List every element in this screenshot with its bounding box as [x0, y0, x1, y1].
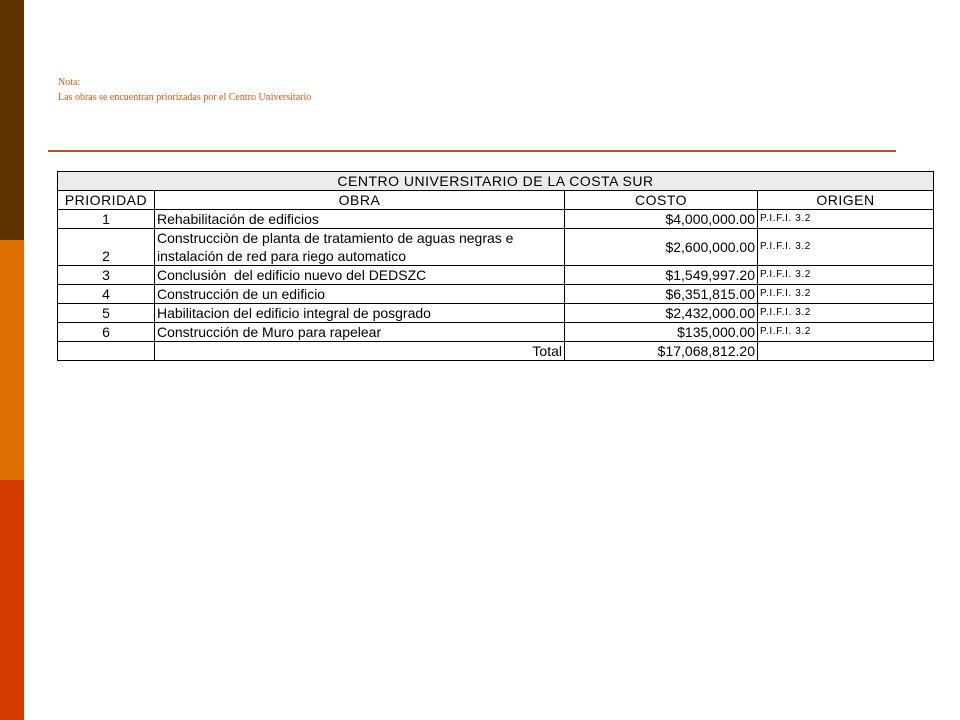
cell-priority: 5 [58, 304, 155, 323]
table-row [58, 266, 934, 285]
side-accent-bar [0, 0, 24, 720]
header-cost: COSTO [565, 191, 758, 210]
note-heading: Nota: [58, 77, 81, 88]
total-label: Total [155, 342, 565, 361]
cell-origin: P.I.F.I. 3.2 [758, 304, 934, 323]
table-header-row [58, 191, 934, 210]
cell-work: Construcciòn de planta de tratamiento de aguas negras e instalación de red para riego automatico [155, 229, 565, 266]
table-row [58, 210, 934, 229]
cell-cost: $1,549,997.20 [565, 266, 758, 285]
total-empty-cell [58, 342, 155, 361]
cell-origin: P.I.F.I. 3.2 [758, 266, 934, 285]
cell-priority: 2 [58, 229, 155, 266]
cell-cost: $4,000,000.00 [565, 210, 758, 229]
table-title-row [58, 172, 934, 191]
cell-work: Construcción de Muro para rapelear [155, 323, 565, 342]
header-origin: ORIGEN [758, 191, 934, 210]
cell-work: Habilitacion del edificio integral de posgrado [155, 304, 565, 323]
side-accent-bottom [0, 480, 24, 720]
cell-cost: $135,000.00 [565, 323, 758, 342]
cell-work: Conclusión del edificio nuevo del DEDSZC [155, 266, 565, 285]
cell-origin: P.I.F.I. 3.2 [758, 285, 934, 304]
header-work: OBRA [155, 191, 565, 210]
header-priority: PRIORIDAD [58, 191, 155, 210]
table-row [58, 229, 934, 266]
cell-priority: 3 [58, 266, 155, 285]
cell-work: Construcción de un edificio [155, 285, 565, 304]
table-row [58, 304, 934, 323]
table-row [58, 323, 934, 342]
cell-origin: P.I.F.I. 3.2 [758, 323, 934, 342]
side-accent-middle [0, 240, 24, 480]
cell-origin: P.I.F.I. 3.2 [758, 229, 934, 266]
table-row [58, 285, 934, 304]
table-title: CENTRO UNIVERSITARIO DE LA COSTA SUR [58, 172, 934, 191]
cell-cost: $6,351,815.00 [565, 285, 758, 304]
cell-cost: $2,600,000.00 [565, 229, 758, 266]
total-row [58, 342, 934, 361]
total-origin-empty [758, 342, 934, 361]
cell-priority: 6 [58, 323, 155, 342]
total-value: $17,068,812.20 [565, 342, 758, 361]
side-accent-top [0, 0, 24, 240]
cell-cost: $2,432,000.00 [565, 304, 758, 323]
cell-work: Rehabilitación de edificios [155, 210, 565, 229]
note [58, 75, 311, 105]
cell-priority: 4 [58, 285, 155, 304]
cell-priority: 1 [58, 210, 155, 229]
works-table [57, 171, 934, 361]
divider-rule [48, 150, 896, 152]
note-text: Las obras se encuentran priorizadas por el Centro Universitario [58, 92, 312, 103]
cell-origin: P.I.F.I. 3.2 [758, 210, 934, 229]
